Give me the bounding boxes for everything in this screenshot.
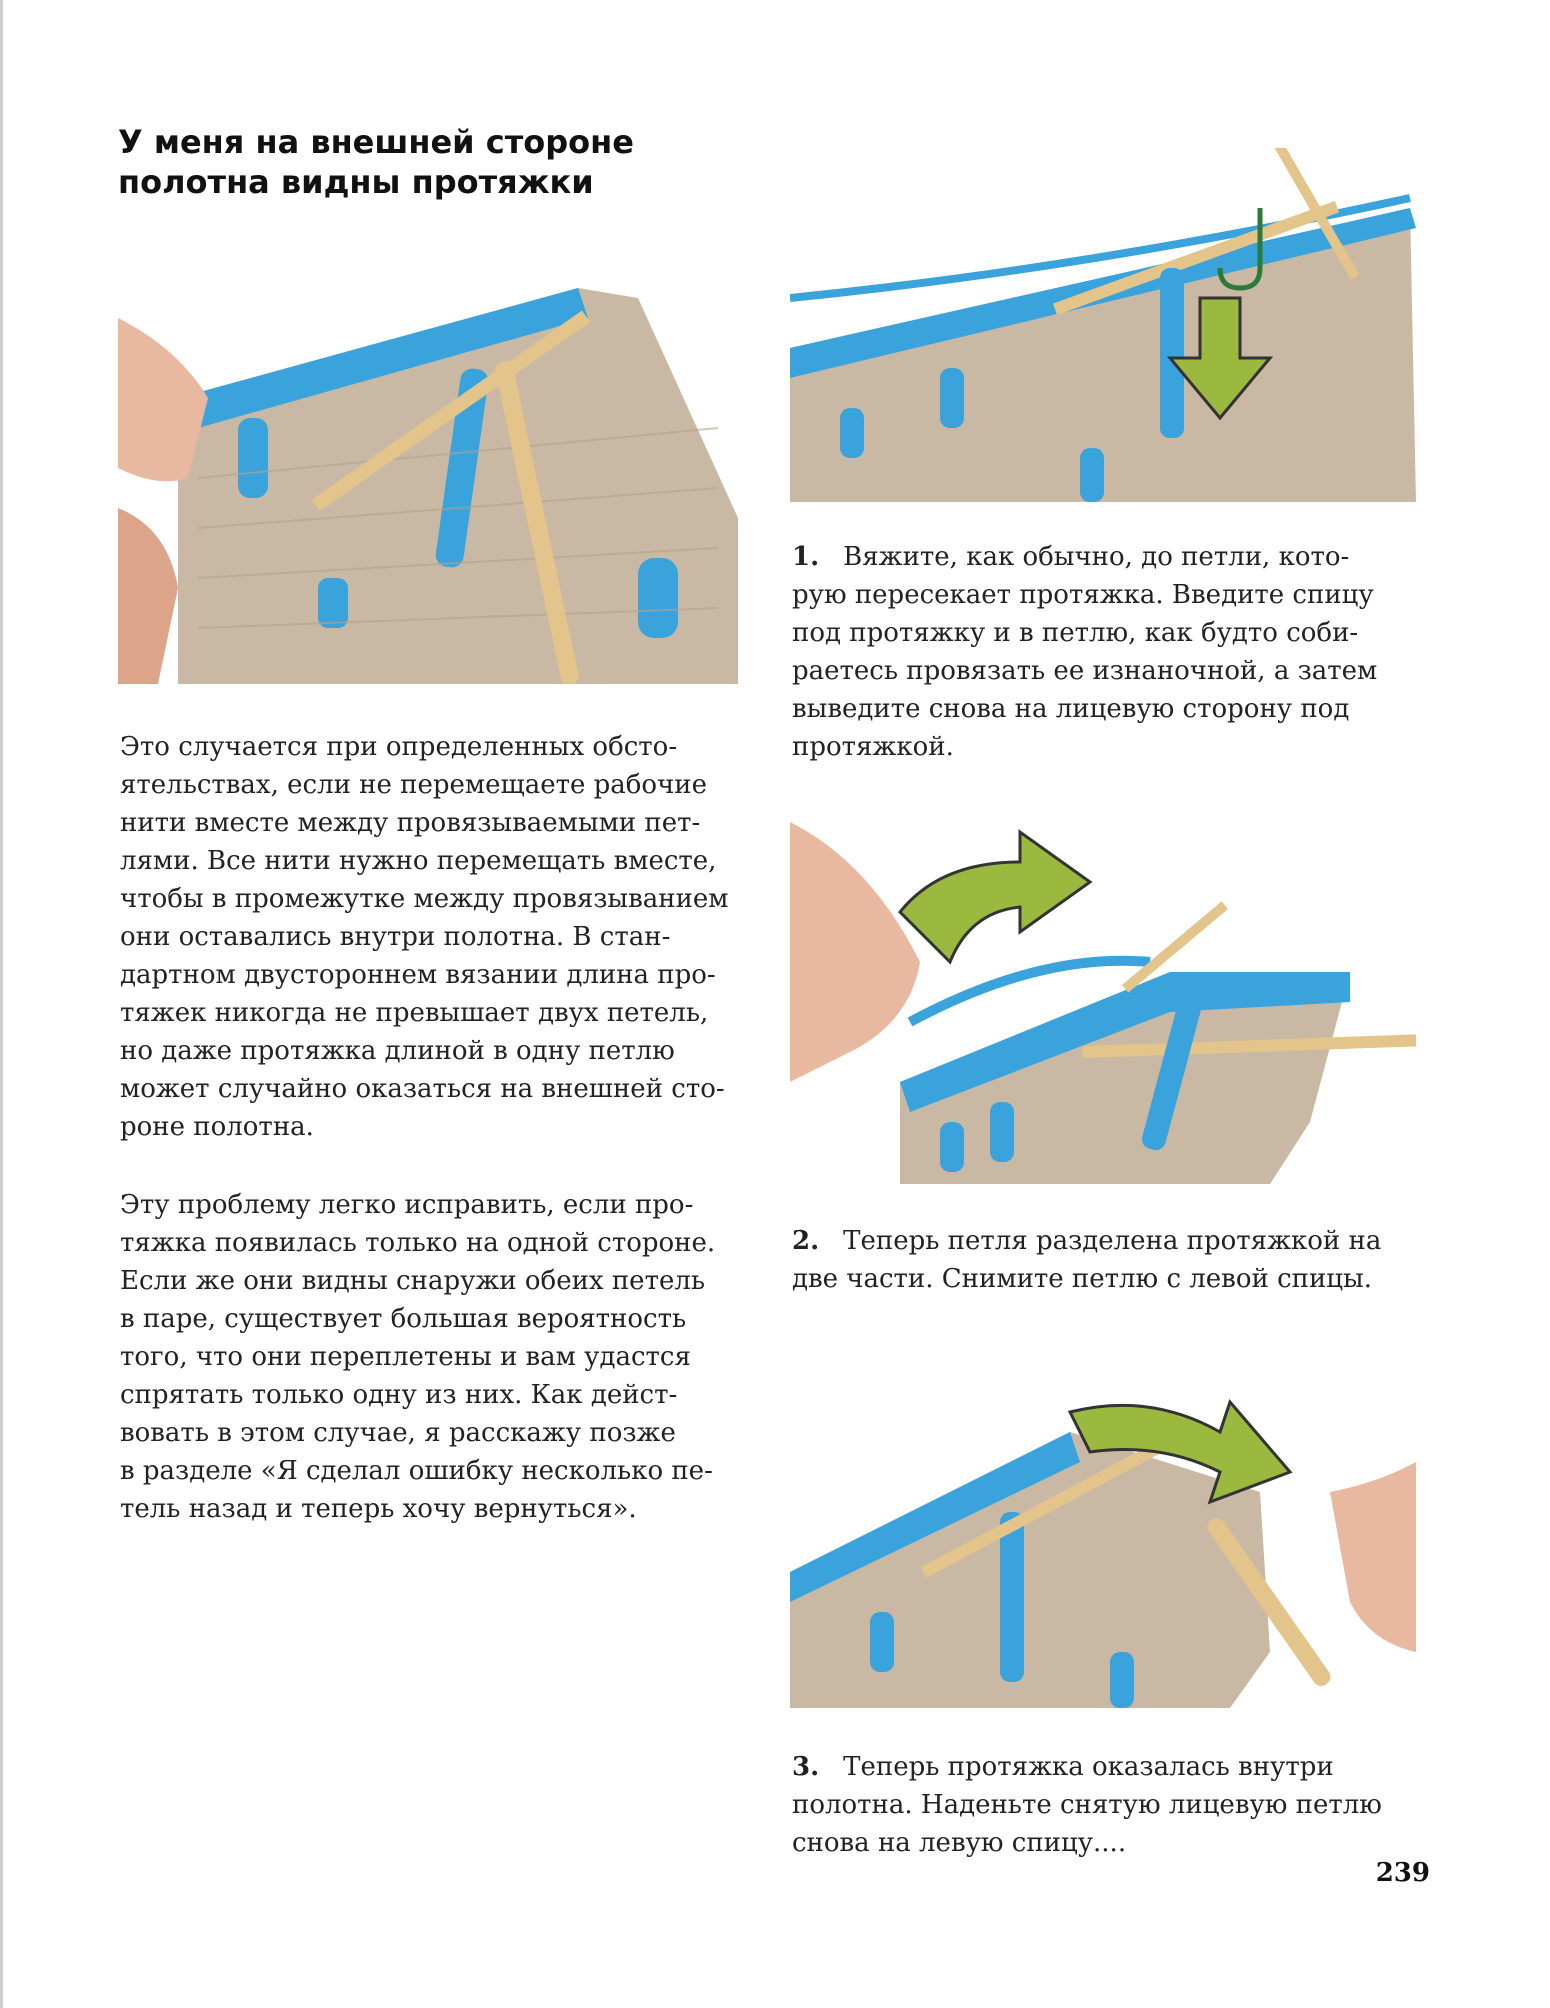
step1-line	[792, 538, 1377, 576]
paragraph-line: ятельствах, если не перемещаете рабочие	[120, 770, 707, 800]
paragraph-line: вовать в этом случае, я расскажу позже	[120, 1418, 676, 1448]
section-heading	[118, 122, 738, 202]
step1-first-line: Вяжите, как обычно, до петли, кото-	[843, 542, 1350, 572]
paragraph-line: Если же они видны снаружи обеих петель	[120, 1266, 706, 1296]
paragraph-line: того, что они переплетены и вам удастся	[120, 1342, 691, 1372]
step3-first-line: Теперь протяжка оказалась внутри	[843, 1752, 1334, 1782]
heading-line: полотна видны протяжки	[118, 163, 594, 201]
paragraph-line: может случайно оказаться на внешней сто-	[120, 1074, 725, 1104]
step1-number: 1.	[792, 542, 820, 572]
step3-text	[792, 1748, 1382, 1862]
paragraph-line: дартном двустороннем вязании длина про-	[120, 960, 716, 990]
step3-number: 3.	[792, 1752, 820, 1782]
paragraph-line: в разделе «Я сделал ошибку несколько пе-	[120, 1456, 713, 1486]
paragraph-line: они оставались внутри полотна. В стан-	[120, 922, 671, 952]
step2-line: две части. Снимите петлю с левой спицы.	[792, 1264, 1372, 1294]
paragraph-line: роне полотна.	[120, 1112, 314, 1142]
paragraph-line: тель назад и теперь хочу вернуться».	[120, 1494, 637, 1524]
step1-line: под протяжку и в петлю, как будто соби-	[792, 618, 1359, 648]
step1-line: протяжкой.	[792, 732, 954, 762]
step3-line	[792, 1748, 1382, 1786]
paragraph-line: чтобы в промежутке между провязыванием	[120, 884, 729, 914]
page-number: 239	[1375, 1858, 1430, 1888]
step1-text	[792, 538, 1377, 766]
second-paragraph	[120, 1186, 715, 1528]
step2-text	[792, 1222, 1381, 1298]
paragraph-line: но даже протяжка длиной в одну петлю	[120, 1036, 675, 1066]
paragraph-line: Это случается при определенных обсто-	[120, 732, 678, 762]
step2-photo	[790, 822, 1416, 1184]
paragraph-line: лями. Все нити нужно перемещать вместе,	[120, 846, 717, 876]
step2-line	[792, 1222, 1381, 1260]
paragraph-line: тяжка появилась только на одной стороне.	[120, 1228, 716, 1258]
step1-line: выведите снова на лицевую сторону под	[792, 694, 1350, 724]
step3-photo	[790, 1372, 1416, 1708]
step2-number: 2.	[792, 1226, 820, 1256]
paragraph-line: нити вместе между провязываемыми пет-	[120, 808, 701, 838]
heading-line: У меня на внешней стороне	[118, 123, 634, 161]
paragraph-line: в паре, существует большая вероятность	[120, 1304, 687, 1334]
knitting-main-photo	[118, 258, 750, 684]
paragraph-line: спрятать только одну из них. Как дейст-	[120, 1380, 678, 1410]
step3-line: полотна. Наденьте снятую лицевую петлю	[792, 1790, 1382, 1820]
intro-paragraph	[120, 728, 729, 1146]
paragraph-line: Эту проблему легко исправить, если про-	[120, 1190, 694, 1220]
page-edge	[0, 0, 3, 2008]
step2-first-line: Теперь петля разделена протяжкой на	[843, 1226, 1382, 1256]
step1-line: рую пересекает протяжка. Введите спицу	[792, 580, 1374, 610]
paragraph-line: тяжек никогда не превышает двух петель,	[120, 998, 709, 1028]
step3-line: снова на левую спицу....	[792, 1828, 1127, 1858]
step1-line: раетесь провязать ее изнаночной, а затем	[792, 656, 1378, 686]
step1-photo	[790, 148, 1416, 502]
